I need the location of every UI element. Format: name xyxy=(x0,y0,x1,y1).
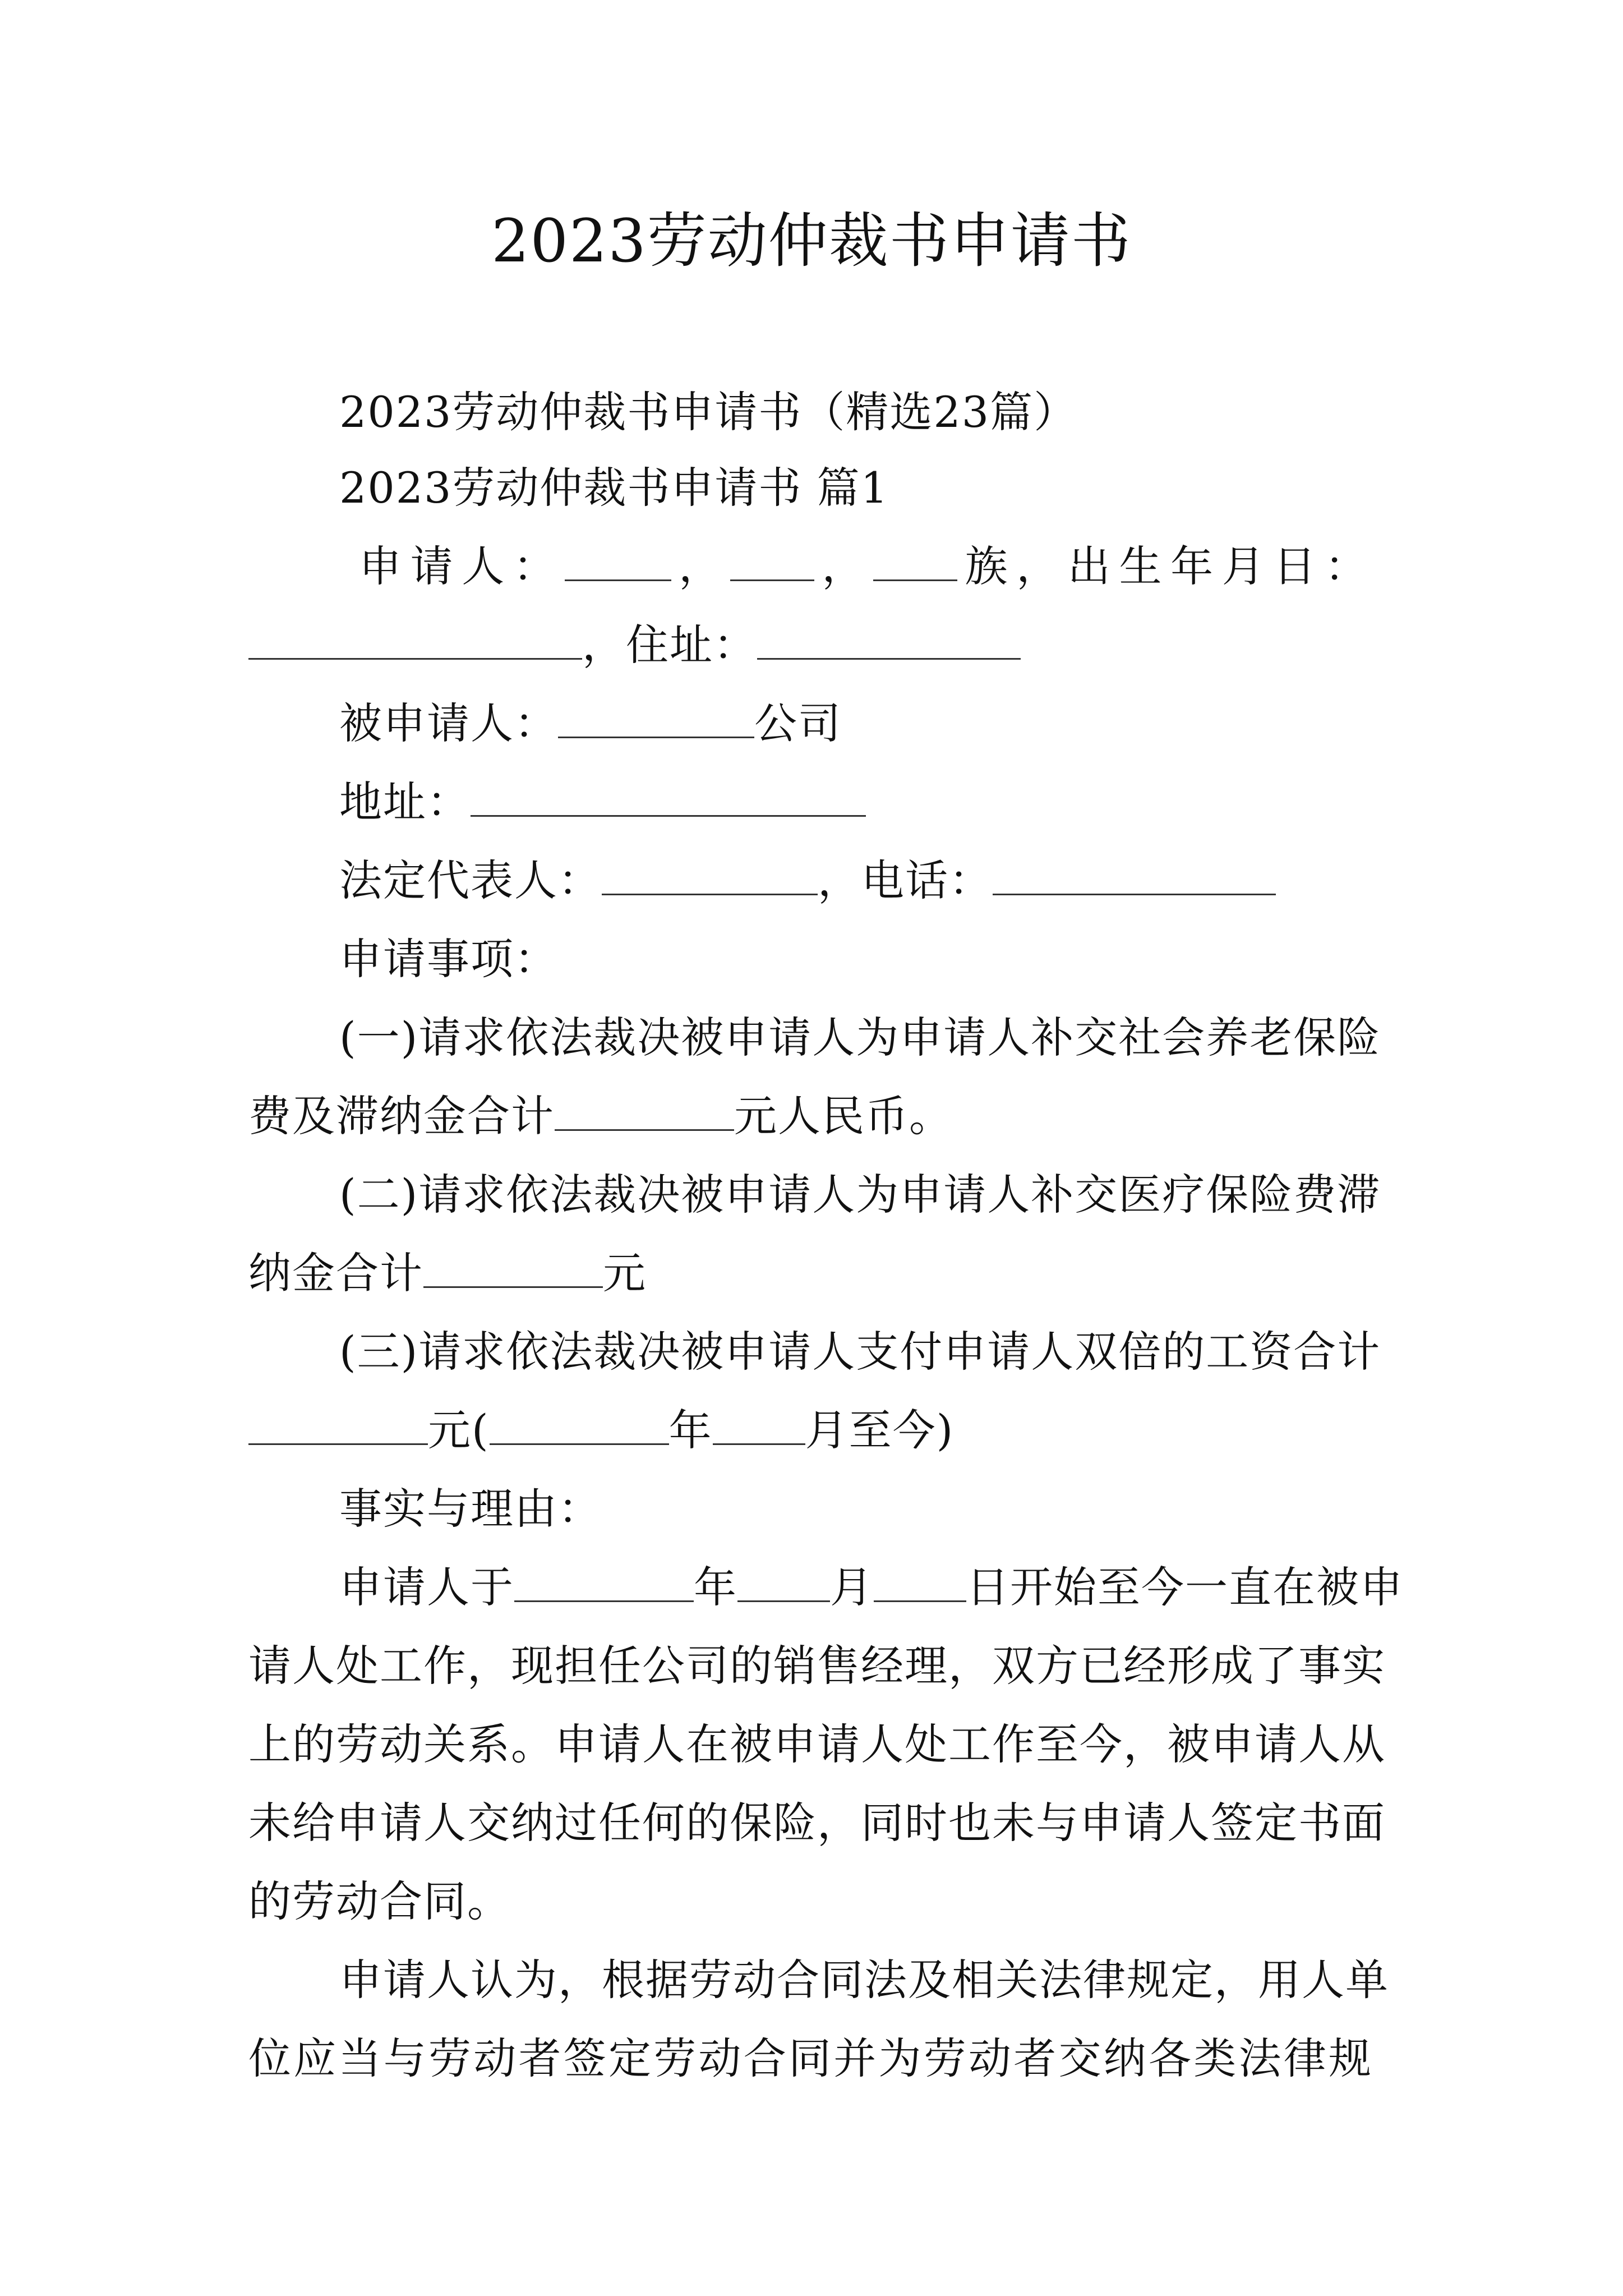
blank-birthdate xyxy=(248,624,582,660)
facts-line5: 的劳动合同。 xyxy=(248,1876,511,1926)
blank-fact-month xyxy=(737,1567,830,1602)
claim3-line1: (三)请求依法裁决被申请人支付申请人双倍的工资合计 xyxy=(339,1327,1381,1377)
blank-start-year xyxy=(490,1410,669,1445)
subtitle: 2023劳动仲裁书申请书（精选23篇） xyxy=(339,387,1078,437)
facts2-line1: 申请人认为，根据劳动合同法及相关法律规定，用人单 xyxy=(339,1955,1389,2005)
claim2-line2: 纳金合计 元 xyxy=(248,1248,647,1298)
facts-line3: 上的劳动关系。申请人在被申请人处工作至今，被申请人从 xyxy=(248,1719,1386,1769)
blank-fact-day xyxy=(874,1567,966,1602)
blank-amount-1 xyxy=(555,1096,734,1131)
facts-heading: 事实与理由： xyxy=(339,1484,602,1534)
legal-rep-line: 法定代表人： ，电话： xyxy=(339,850,1276,912)
facts-line4: 未给申请人交纳过任何的保险，同时也未与申请人签定书面 xyxy=(248,1798,1386,1848)
claim3-line2: 元( 年 月至今) xyxy=(248,1400,954,1461)
blank-amount-3 xyxy=(248,1410,428,1445)
facts-line2: 请人处工作，现担任公司的销售经理，双方已经形成了事实 xyxy=(248,1641,1386,1691)
respondent-line: 被申请人： 公司 xyxy=(339,698,842,748)
claim1-line2: 费及滞纳金合计 元人民币。 xyxy=(248,1091,953,1141)
claims-heading: 申请事项： xyxy=(339,934,558,984)
blank-amount-2 xyxy=(423,1253,603,1288)
blank-fact-year xyxy=(514,1567,694,1602)
facts2-line2: 位应当与劳动者签定劳动合同并为劳动者交纳各类法律规 xyxy=(248,2033,1372,2083)
blank-gender xyxy=(730,546,814,581)
address-line: 地址： xyxy=(339,771,866,833)
blank-name xyxy=(565,546,671,581)
claim2-line1: (二)请求依法裁决被申请人为申请人补交医疗保险费滞 xyxy=(339,1170,1381,1220)
section-heading: 2023劳动仲裁书申请书 篇1 xyxy=(339,463,889,513)
blank-respondent-address xyxy=(471,781,866,817)
applicant-address-line: ，住址： xyxy=(248,614,1021,676)
document-title: 2023劳动仲裁书申请书 xyxy=(491,206,1132,275)
blank-phone xyxy=(993,860,1276,895)
blank-nation xyxy=(873,546,957,581)
blank-company xyxy=(558,703,754,738)
blank-legal-rep xyxy=(602,860,818,895)
blank-start-month xyxy=(713,1410,805,1445)
applicant-line: 申请人： ， ， 族，出生年月日： xyxy=(359,541,1368,591)
claim1-line1: (一)请求依法裁决被申请人为申请人补交社会养老保险 xyxy=(339,1013,1381,1062)
facts-line1: 申请人于 年 月 日开始至今一直在被申 xyxy=(339,1562,1404,1612)
blank-address xyxy=(757,624,1021,660)
